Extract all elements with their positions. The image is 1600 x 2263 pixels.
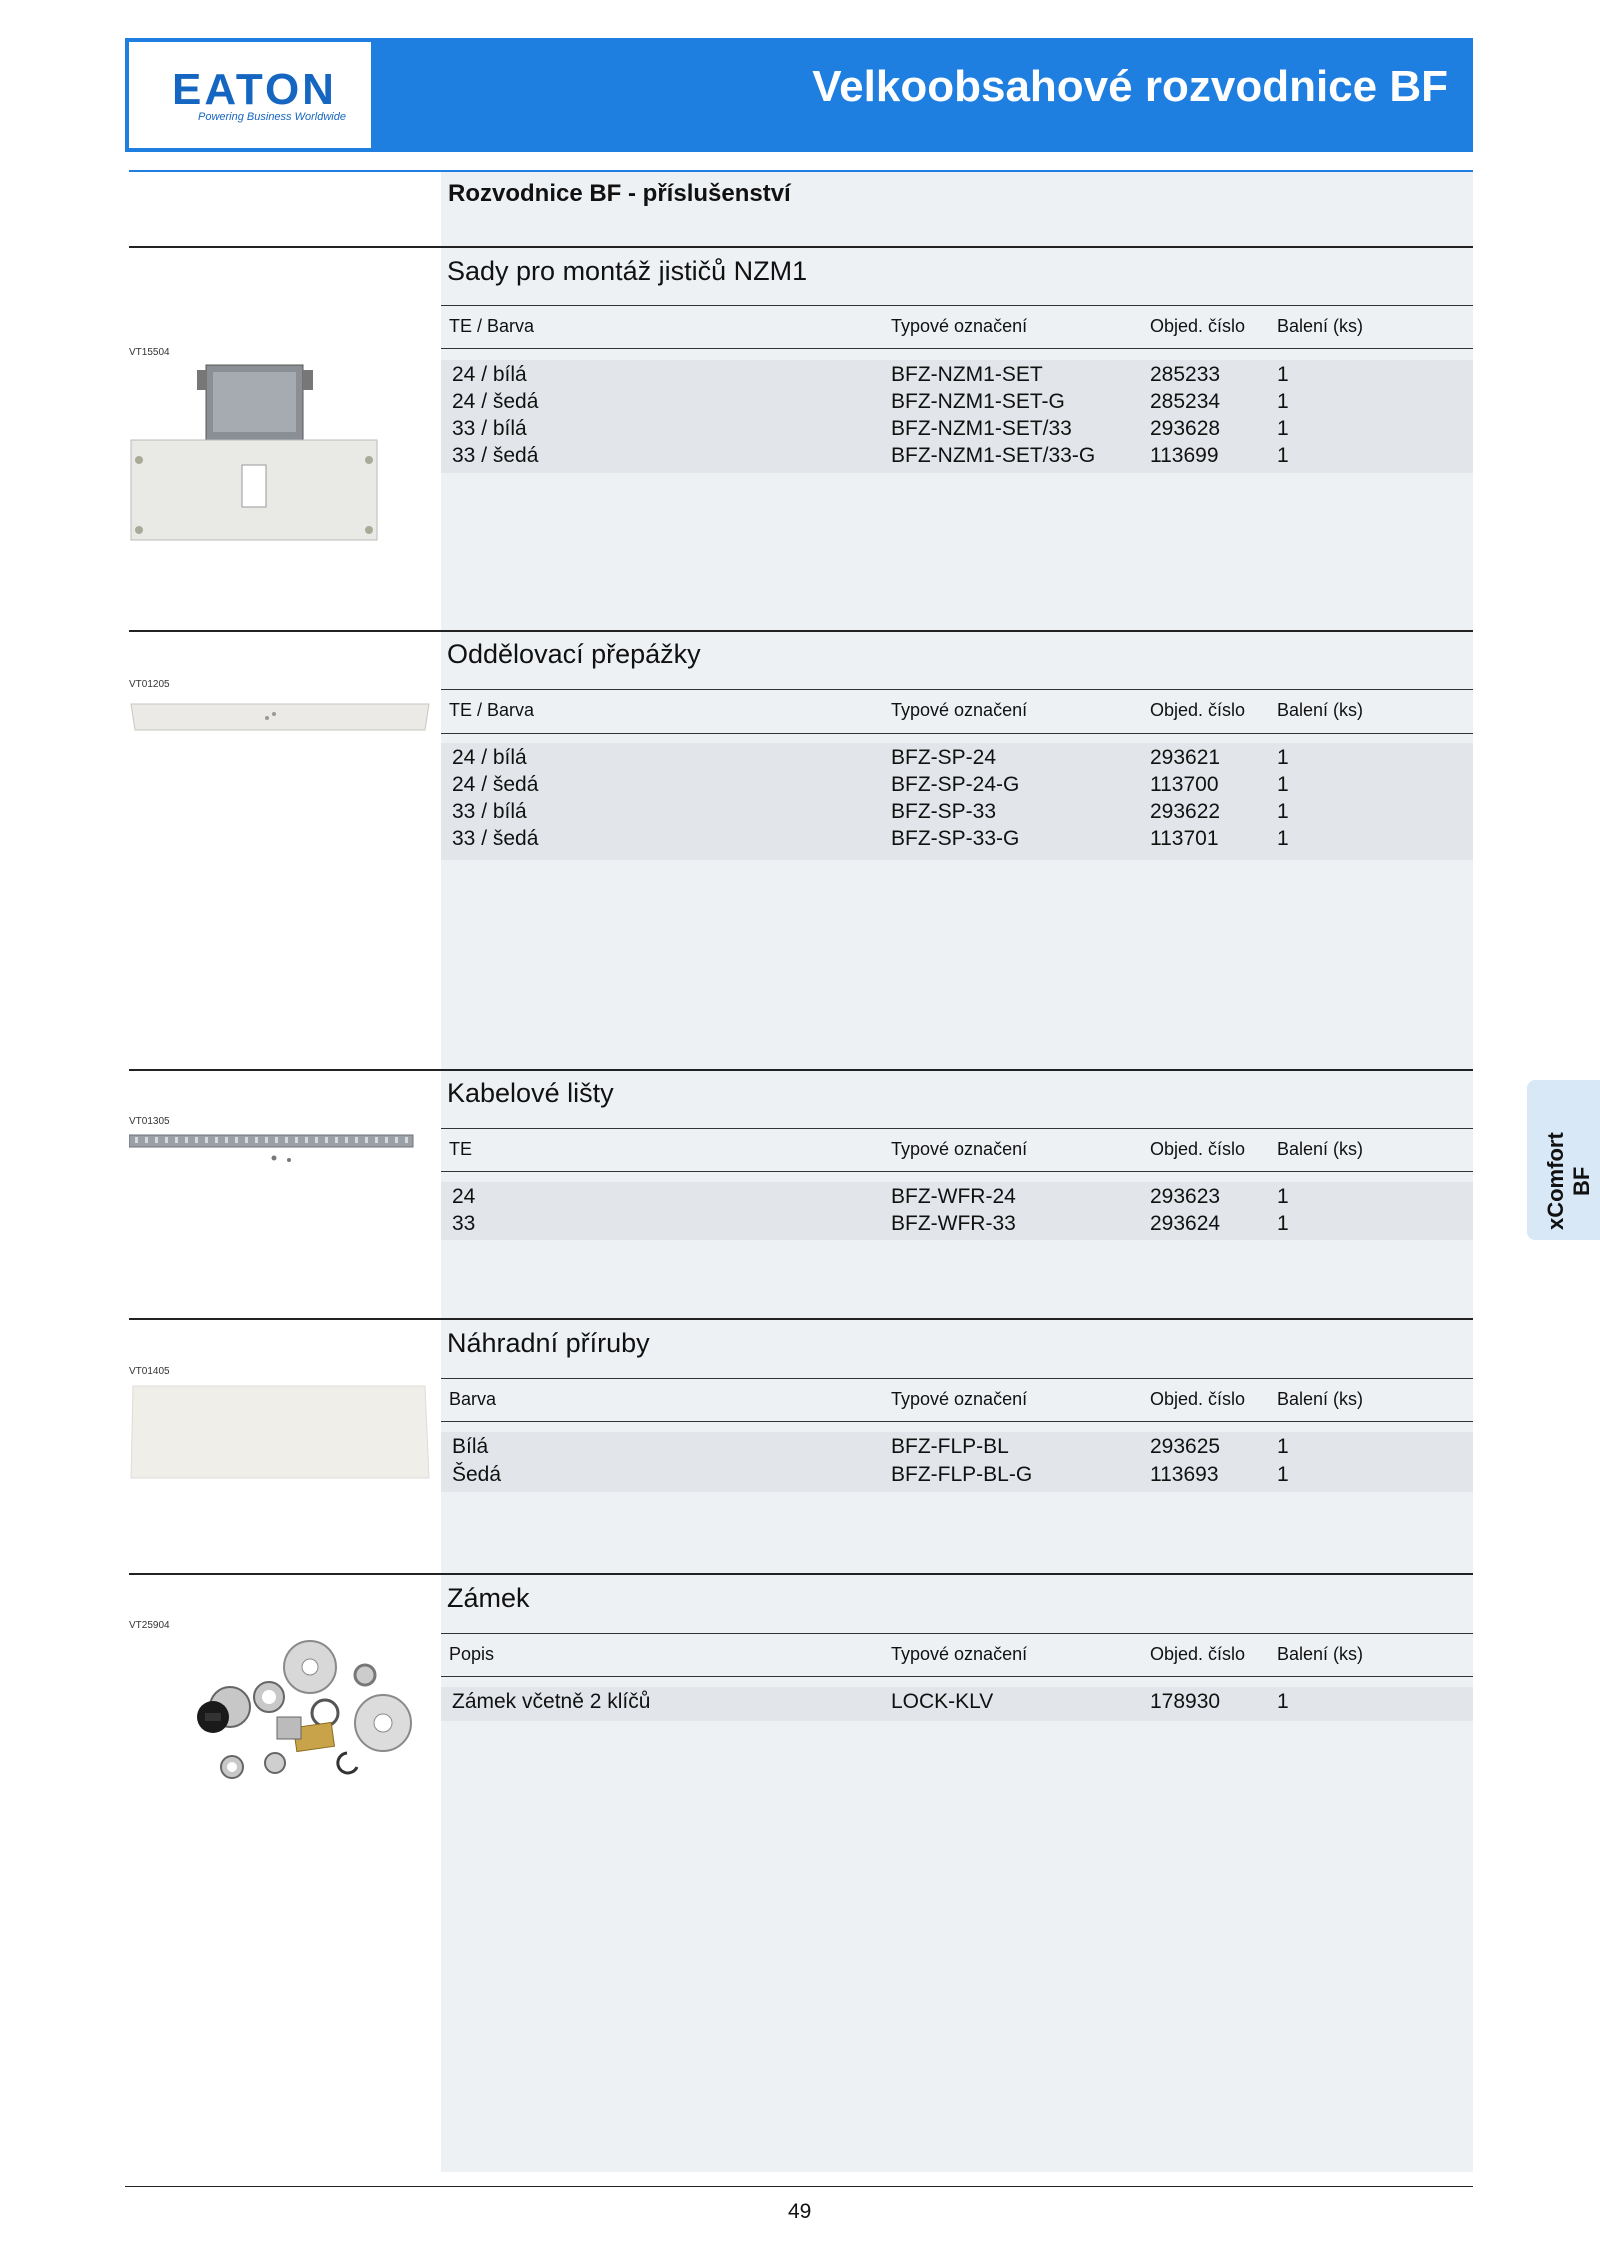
table-cell: 113701	[1150, 827, 1219, 850]
table-cell: 24 / šedá	[452, 390, 539, 413]
table-rule	[441, 1171, 1473, 1172]
table-cell: 1	[1277, 1185, 1289, 1208]
column-header: Objed. číslo	[1150, 316, 1246, 336]
section-heading: Rozvodnice BF - příslušenství	[448, 180, 791, 207]
table-cell: 285234	[1150, 390, 1221, 413]
table-rule	[441, 1378, 1473, 1379]
footer-divider	[125, 2186, 1473, 2187]
column-header: Typové označení	[891, 1644, 1028, 1664]
column-header: Typové označení	[891, 1389, 1028, 1409]
column-header: Popis	[449, 1644, 495, 1664]
separator-plate-image	[129, 696, 434, 736]
image-code: VT01205	[129, 679, 170, 690]
lock-kit-image	[125, 1635, 435, 1785]
table-cell: BFZ-SP-33-G	[891, 827, 1020, 850]
table-cell: 33 / bílá	[452, 800, 527, 823]
table-cell: 293622	[1150, 800, 1221, 823]
flange-plate-image	[129, 1384, 431, 1480]
table-cell: BFZ-NZM1-SET/33-G	[891, 444, 1096, 467]
section-title: Zámek	[447, 1583, 530, 1613]
table-cell: 33 / bílá	[452, 417, 527, 440]
column-header: Balení (ks)	[1277, 1644, 1364, 1664]
table-cell: 1	[1277, 1690, 1289, 1713]
table-cell: 293624	[1150, 1212, 1221, 1235]
section-title: Kabelové lišty	[447, 1078, 614, 1108]
column-header: Balení (ks)	[1277, 700, 1364, 720]
table-cell: 293621	[1150, 746, 1221, 769]
table-cell: 285233	[1150, 363, 1221, 386]
column-header: Balení (ks)	[1277, 1389, 1364, 1409]
table-cell: 1	[1277, 746, 1289, 769]
table-cell: 293625	[1150, 1435, 1221, 1458]
column-header: TE / Barva	[449, 700, 535, 720]
table-cell: 293623	[1150, 1185, 1221, 1208]
table-rule	[441, 305, 1473, 306]
side-tab-text-xcomfort: xComfort	[1543, 1132, 1568, 1230]
section-divider	[129, 246, 1473, 248]
table-cell: 1	[1277, 1435, 1289, 1458]
table-cell: BFZ-WFR-24	[891, 1185, 1016, 1208]
column-header: Objed. číslo	[1150, 1644, 1246, 1664]
section-divider	[129, 1318, 1473, 1320]
column-header: Objed. číslo	[1150, 700, 1246, 720]
column-header: Typové označení	[891, 1139, 1028, 1159]
table-cell: 178930	[1150, 1690, 1221, 1713]
table-cell: Bílá	[452, 1435, 489, 1458]
table-cell: 1	[1277, 800, 1289, 823]
column-header: TE	[449, 1139, 473, 1159]
section-divider	[129, 1573, 1473, 1575]
table-rule	[441, 1633, 1473, 1634]
table-cell: 1	[1277, 1463, 1289, 1486]
table-rule	[441, 1421, 1473, 1422]
table-cell: BFZ-FLP-BL	[891, 1435, 1009, 1458]
table-cell: BFZ-WFR-33	[891, 1212, 1016, 1235]
logo-tagline: Powering Business Worldwide	[198, 111, 346, 123]
column-header: Balení (ks)	[1277, 1139, 1364, 1159]
table-cell: 33	[452, 1212, 476, 1235]
section-title: Oddělovací přepážky	[447, 639, 701, 669]
table-cell: 24 / bílá	[452, 363, 527, 386]
table-cell: 24 / bílá	[452, 746, 527, 769]
side-tab-label	[1532, 1092, 1596, 1232]
column-header: Typové označení	[891, 316, 1028, 336]
top-divider	[129, 170, 1473, 172]
image-code: VT01405	[129, 1366, 170, 1377]
table-cell: 33 / šedá	[452, 444, 539, 467]
image-code: VT25904	[129, 1620, 170, 1631]
table-cell: 113700	[1150, 773, 1219, 796]
table-cell: BFZ-SP-24-G	[891, 773, 1020, 796]
table-cell: 1	[1277, 1212, 1289, 1235]
table-cell: 1	[1277, 363, 1289, 386]
nzm1-set-image	[129, 360, 379, 545]
section-title: Náhradní příruby	[447, 1328, 650, 1358]
table-cell: 24	[452, 1185, 476, 1208]
table-cell: 1	[1277, 827, 1289, 850]
table-cell: BFZ-SP-24	[891, 746, 997, 769]
table-cell: 24 / šedá	[452, 773, 539, 796]
table-cell: BFZ-NZM1-SET	[891, 363, 1043, 386]
column-header: Balení (ks)	[1277, 316, 1364, 336]
section-title: Sady pro montáž jističů NZM1	[447, 256, 808, 286]
table-cell: 1	[1277, 390, 1289, 413]
side-tab-text-bf: BF	[1569, 1166, 1594, 1196]
table-rule	[441, 689, 1473, 690]
table-cell: BFZ-SP-33	[891, 800, 997, 823]
table-cell: LOCK-KLV	[891, 1690, 994, 1713]
table-cell: Zámek včetně 2 klíčů	[452, 1690, 651, 1713]
column-header: TE / Barva	[449, 316, 535, 336]
table-cell: 113699	[1150, 444, 1219, 467]
table-rule	[441, 1128, 1473, 1129]
page-title: Velkoobsahové rozvodnice BF	[812, 62, 1448, 111]
image-code: VT15504	[129, 347, 170, 358]
table-cell: 293628	[1150, 417, 1221, 440]
table-rule	[441, 348, 1473, 349]
page-number: 49	[788, 2200, 812, 2223]
column-header: Objed. číslo	[1150, 1389, 1246, 1409]
table-cell: BFZ-NZM1-SET-G	[891, 390, 1065, 413]
table-cell: 33 / šedá	[452, 827, 539, 850]
table-rule	[441, 733, 1473, 734]
table-cell: BFZ-FLP-BL-G	[891, 1463, 1033, 1486]
table-cell: Šedá	[452, 1463, 502, 1486]
section-divider	[129, 630, 1473, 632]
table-cell: 1	[1277, 417, 1289, 440]
image-code: VT01305	[129, 1116, 170, 1127]
cable-rail-image	[129, 1132, 415, 1170]
section-divider	[129, 1069, 1473, 1071]
table-cell: 1	[1277, 773, 1289, 796]
column-header: Objed. číslo	[1150, 1139, 1246, 1159]
table-cell: 1	[1277, 444, 1289, 467]
logo-wordmark: EATON	[172, 65, 337, 114]
table-rule	[441, 1676, 1473, 1677]
column-header: Barva	[449, 1389, 497, 1409]
column-header: Typové označení	[891, 700, 1028, 720]
table-cell: 113693	[1150, 1463, 1219, 1486]
table-cell: BFZ-NZM1-SET/33	[891, 417, 1072, 440]
